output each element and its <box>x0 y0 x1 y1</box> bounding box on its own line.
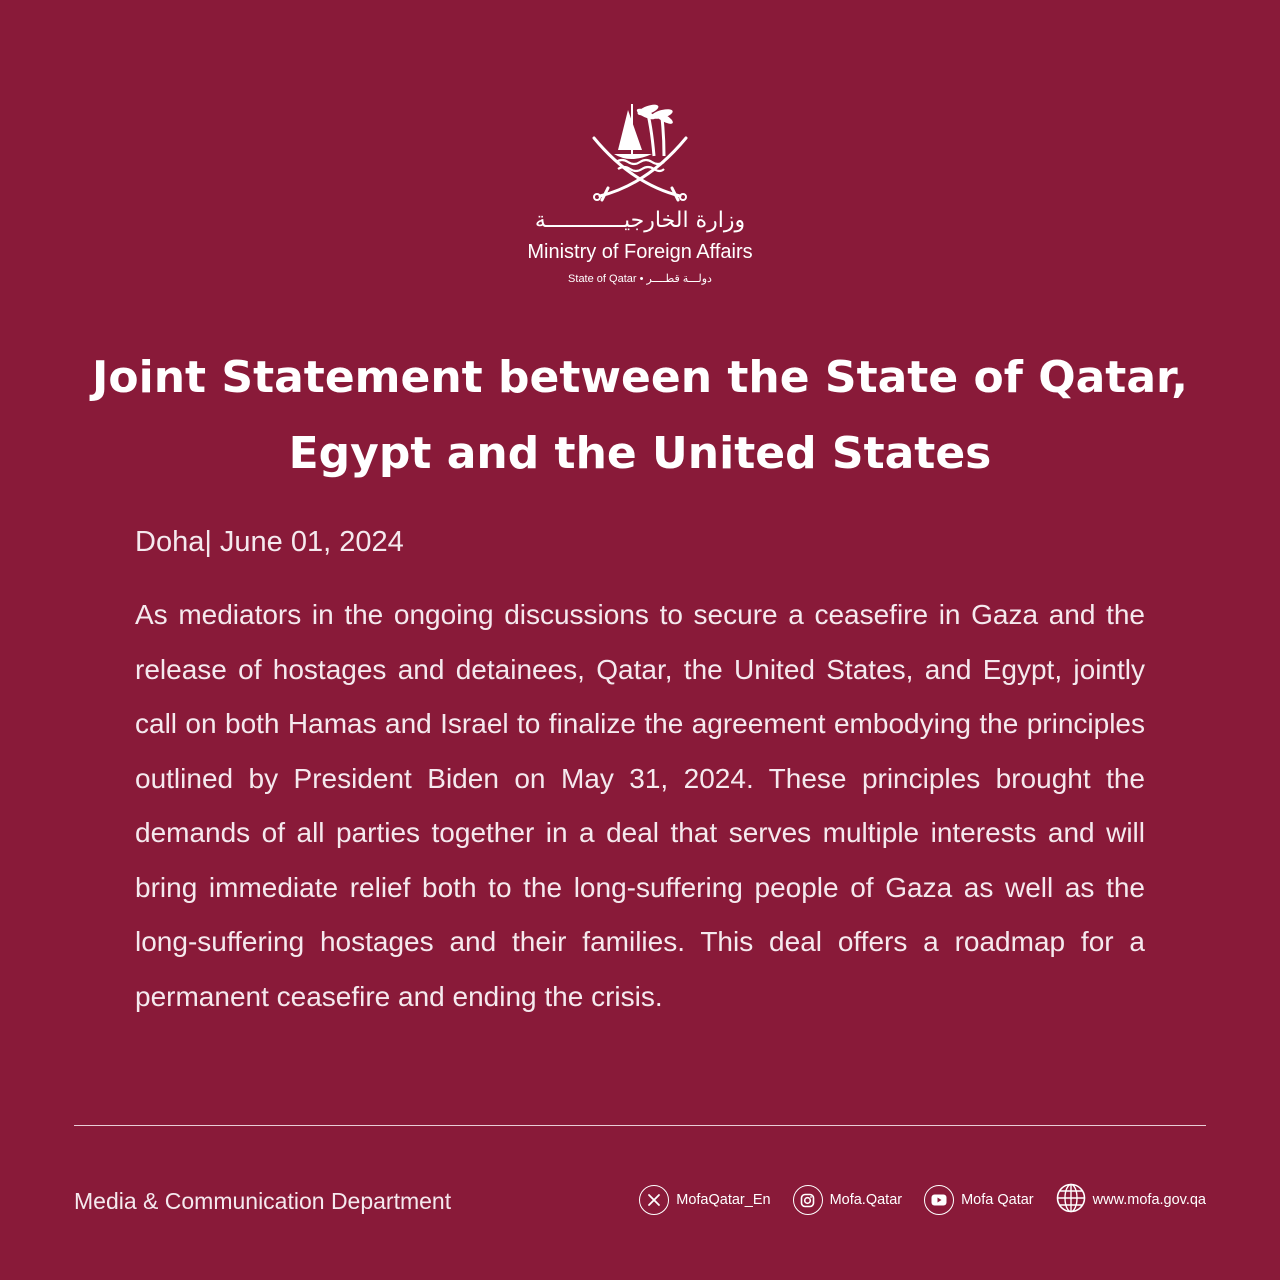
social-website-link[interactable] <box>1056 1183 1206 1217</box>
social-instagram-link[interactable] <box>793 1185 903 1215</box>
dateline: Doha| June 01, 2024 <box>135 526 404 558</box>
social-instagram-label: Mofa.Qatar <box>829 1192 903 1208</box>
state-of-qatar-line: State of Qatar • دولـــة قطــــر <box>568 273 712 285</box>
social-x-link[interactable] <box>639 1185 770 1215</box>
department-name: Media & Communication Department <box>74 1188 452 1214</box>
social-x-label: MofaQatar_En <box>676 1192 771 1208</box>
x-icon <box>639 1185 669 1215</box>
youtube-icon <box>924 1185 954 1215</box>
social-links <box>639 1183 1206 1217</box>
ministry-english-name: Ministry of Foreign Affairs <box>527 241 753 263</box>
statement-title: Joint Statement between the State of Qatar, Egypt and the United States <box>92 352 1188 479</box>
ministry-arabic-name: وزارة الخارجيــــــــــــة <box>534 208 746 233</box>
social-website-label: www.mofa.gov.qa <box>1092 1192 1206 1208</box>
social-youtube-link[interactable] <box>924 1185 1034 1215</box>
globe-icon <box>1056 1183 1086 1217</box>
footer-divider <box>74 1125 1206 1126</box>
statement-body: As mediators in the ongoing discussions to secure a ceasefire in Gaza and the release of hostages and detainees, Qatar, the United States, and Egypt, jointly call on both Hamas and Israel to finalize the agreement embodying the principles outlined by President Biden on May 31, 2024. These principles brought the demands of all parties together in a deal that serves multiple interests and will bring immediate relief both to the long-suffering people of Gaza as well as the long-suffering hostages and their families. This deal offers a roadmap for a permanent ceasefire and ending the crisis. <box>135 599 1145 1012</box>
instagram-icon <box>793 1185 823 1215</box>
social-youtube-label: Mofa Qatar <box>961 1192 1034 1208</box>
qatar-emblem-icon <box>580 96 700 206</box>
